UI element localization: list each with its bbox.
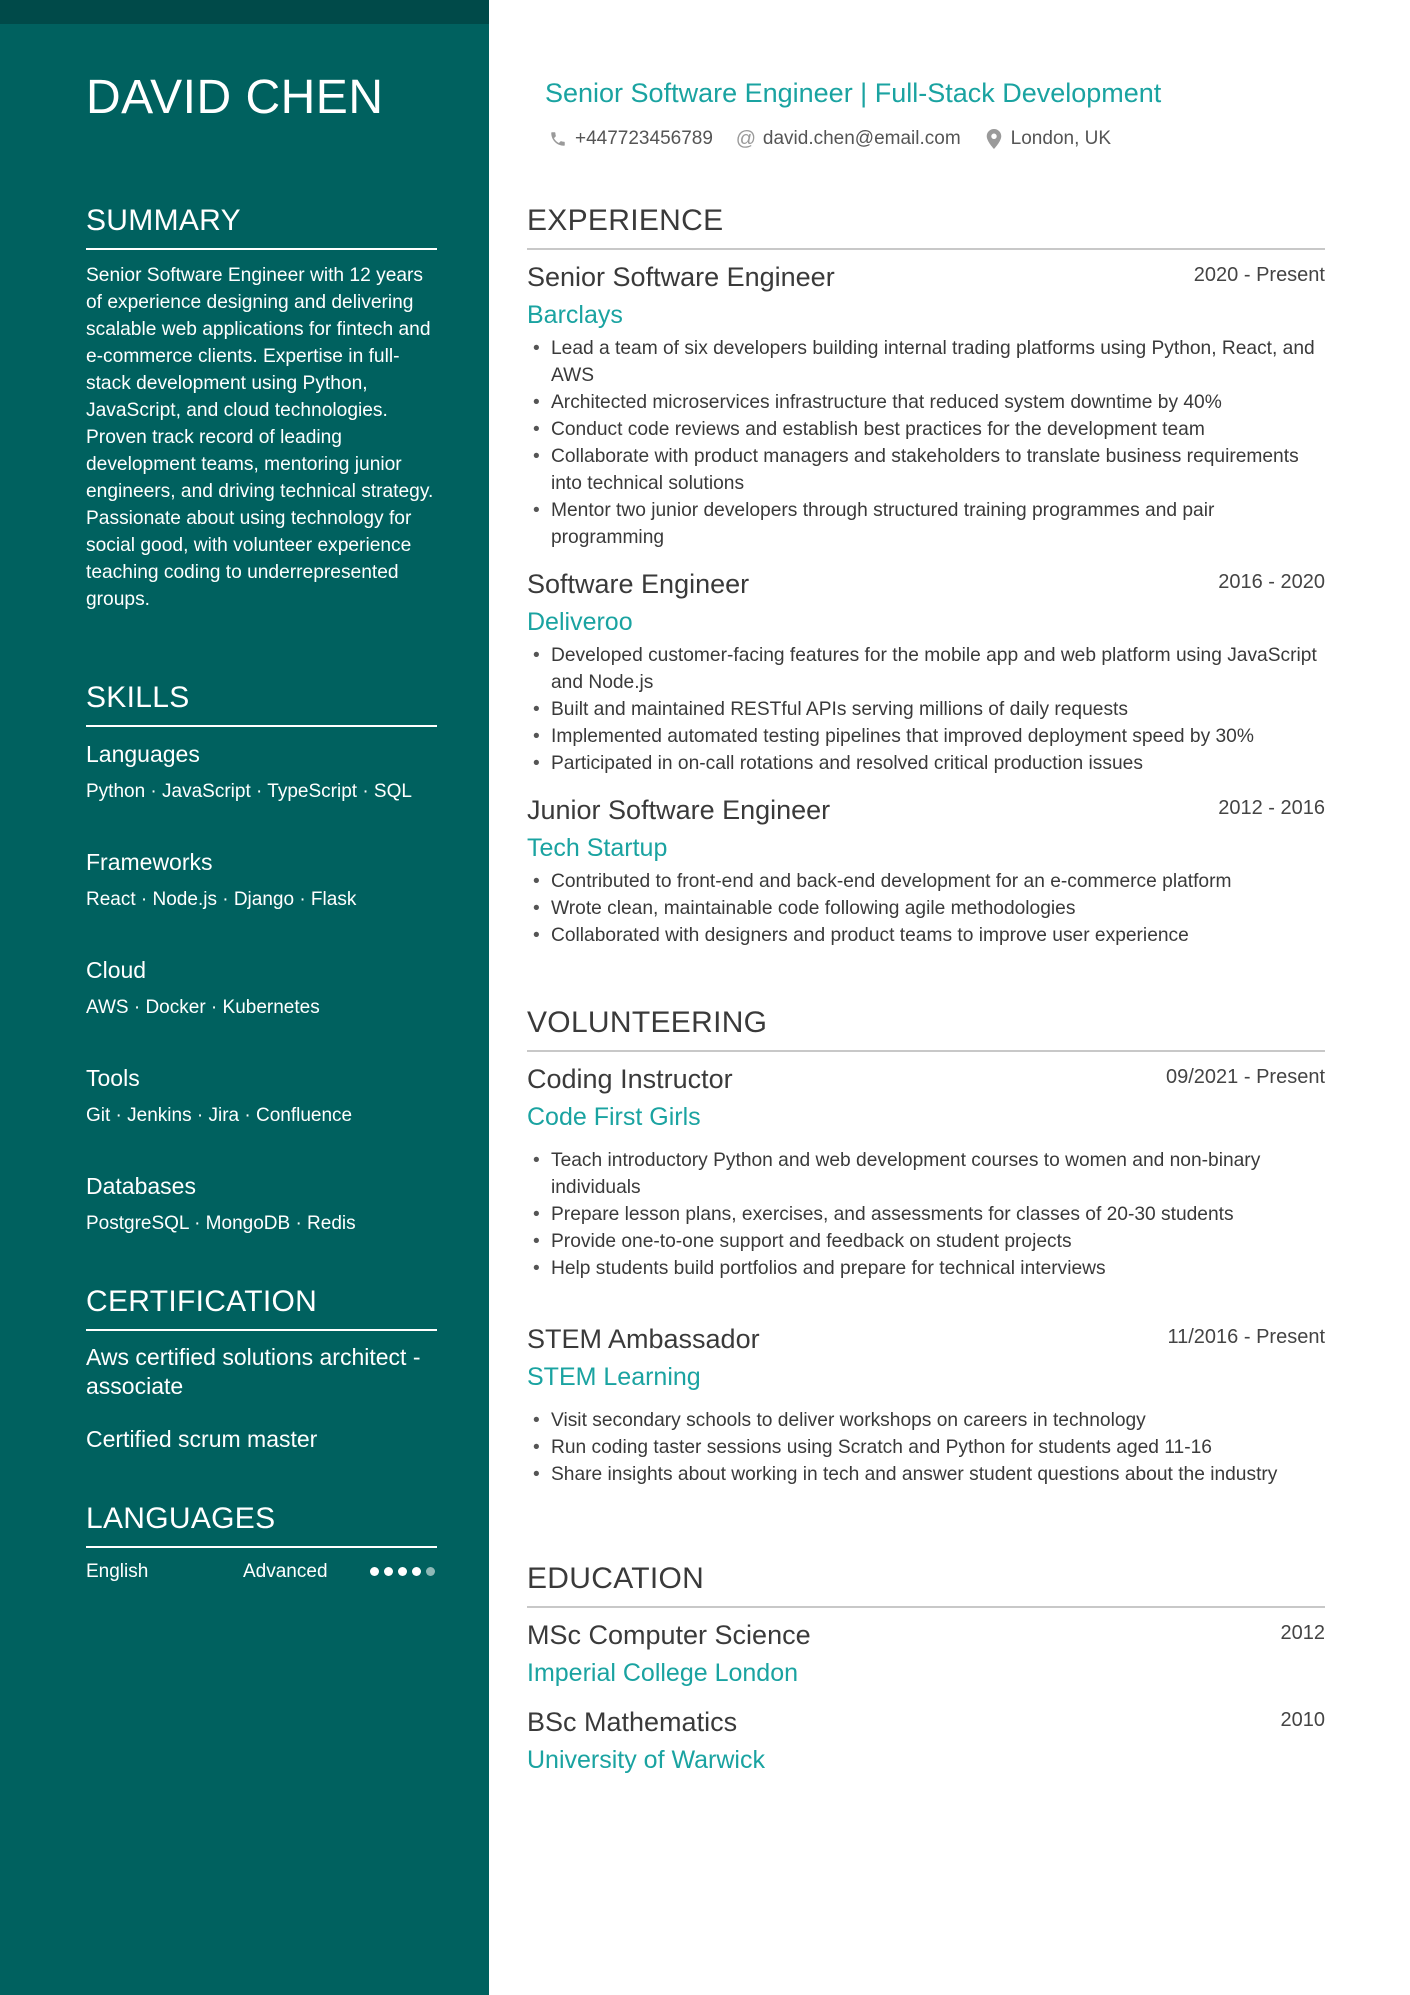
role-bullets	[527, 1407, 1325, 1488]
bullet-item: • Developed customer-facing features for the mobile app and web platform using JavaScript and Node.js	[527, 642, 1325, 696]
bullet-item: • Mentor two junior developers through structured training programmes and pair programming	[527, 497, 1325, 551]
location-pin-icon	[983, 128, 1005, 150]
skill-group-items: Python · JavaScript · TypeScript · SQL	[86, 781, 412, 802]
company-name: Barclays	[527, 301, 623, 329]
volunteering-section	[527, 1006, 1325, 1488]
bullet-item: • Conduct code reviews and establish best practices for the development team	[527, 416, 1325, 443]
languages-section	[86, 1502, 437, 1586]
skill-group-tools	[86, 1063, 437, 1129]
experience-entry	[527, 793, 1325, 949]
certification-section	[86, 1285, 437, 1454]
candidate-name: DAVID CHEN	[86, 71, 384, 124]
contact-email	[735, 128, 961, 150]
job-title: Software Engineer	[527, 569, 750, 599]
volunteering-heading: VOLUNTEERING	[527, 1006, 1325, 1052]
job-date: 2016 - 2020	[1218, 571, 1325, 593]
role-date: 11/2016 - Present	[1167, 1326, 1325, 1348]
language-level: Advanced	[243, 1561, 328, 1582]
bullet-item: • Share insights about working in tech and answer student questions about the industry	[527, 1461, 1325, 1488]
rating-dot-filled	[398, 1567, 407, 1576]
role-bullets	[527, 1147, 1325, 1282]
skill-group-items: PostgreSQL · MongoDB · Redis	[86, 1213, 356, 1234]
volunteering-entry	[527, 1062, 1325, 1282]
degree-title: MSc Computer Science	[527, 1620, 811, 1650]
skill-group-title: Frameworks	[86, 849, 213, 875]
skills-section	[86, 681, 437, 1237]
certification-heading: CERTIFICATION	[86, 1285, 437, 1331]
skill-group-items: React · Node.js · Django · Flask	[86, 889, 357, 910]
phone-icon	[547, 128, 569, 150]
contact-bar	[547, 128, 1133, 150]
skill-group-title: Languages	[86, 741, 200, 767]
organization-name: Code First Girls	[527, 1103, 701, 1131]
bullet-item: • Wrote clean, maintainable code following agile methodologies	[527, 895, 1325, 922]
sidebar-top-bar	[0, 0, 489, 24]
certification-item: Certified scrum master	[86, 1426, 318, 1452]
skills-heading: SKILLS	[86, 681, 437, 727]
bullet-item: • Built and maintained RESTful APIs serving millions of daily requests	[527, 696, 1325, 723]
bullet-item: • Teach introductory Python and web development courses to women and non-binary individuals	[527, 1147, 1325, 1201]
bullet-item: • Participated in on-call rotations and resolved critical production issues	[527, 750, 1325, 777]
summary-text: Senior Software Engineer with 12 years of experience designing and delivering scalable web applications for fintech and e-commerce clients. Expertise in full-stack development using Python, JavaScript, and cloud technologies. Proven track record of leading development teams, mentoring junior engineers, and driving technical strategy. Passionate about using technology for social good, with volunteer experience teaching coding to underrepresented groups.	[86, 265, 434, 610]
company-name: Deliveroo	[527, 608, 633, 636]
skill-group-items: Git · Jenkins · Jira · Confluence	[86, 1105, 353, 1126]
languages-heading: LANGUAGES	[86, 1502, 437, 1548]
job-date: 2012 - 2016	[1218, 797, 1325, 819]
skill-group-title: Tools	[86, 1065, 140, 1091]
bullet-item: • Collaborate with product managers and stakeholders to translate business requirements into technical solutions	[527, 443, 1325, 497]
bullet-item: • Collaborated with designers and product teams to improve user experience	[527, 922, 1325, 949]
job-date: 2020 - Present	[1193, 264, 1325, 286]
bullet-item: • Prepare lesson plans, exercises, and assessments for classes of 20-30 students	[527, 1201, 1325, 1228]
skill-group-title: Databases	[86, 1173, 196, 1199]
role-date: 09/2021 - Present	[1166, 1066, 1325, 1088]
skill-group-databases	[86, 1171, 437, 1237]
role-title: Coding Instructor	[527, 1064, 733, 1094]
bullet-item: • Lead a team of six developers building internal trading platforms using Python, React, and AWS	[527, 335, 1325, 389]
skill-group-languages	[86, 739, 437, 805]
bullet-item: • Provide one-to-one support and feedback on student projects	[527, 1228, 1325, 1255]
job-title: Senior Software Engineer	[527, 262, 835, 292]
job-bullets	[527, 335, 1325, 551]
degree-year: 2010	[1280, 1709, 1325, 1731]
bullet-item: • Contributed to front-end and back-end development for an e-commerce platform	[527, 868, 1325, 895]
job-bullets	[527, 642, 1325, 777]
skill-group-title: Cloud	[86, 957, 147, 983]
job-bullets	[527, 868, 1325, 949]
experience-entry	[527, 567, 1325, 777]
summary-section	[86, 204, 437, 613]
bullet-item: • Architected microservices infrastructure that reduced system downtime by 40%	[527, 389, 1325, 416]
degree-year: 2012	[1280, 1622, 1325, 1644]
email-text[interactable]: david.chen@email.com	[762, 128, 961, 149]
bullet-item: • Run coding taster sessions using Scratch and Python for students aged 11-16	[527, 1434, 1325, 1461]
summary-heading: SUMMARY	[86, 204, 437, 250]
experience-entry	[527, 260, 1325, 551]
rating-dot-filled	[370, 1567, 379, 1576]
education-heading: EDUCATION	[527, 1562, 1325, 1608]
headline: Senior Software Engineer | Full-Stack Development	[545, 78, 1162, 108]
job-title: Junior Software Engineer	[527, 795, 831, 825]
organization-name: STEM Learning	[527, 1363, 701, 1391]
volunteering-entry	[527, 1322, 1325, 1488]
bullet-item: • Implemented automated testing pipelines that improved deployment speed by 30%	[527, 723, 1325, 750]
rating-dot-empty	[426, 1567, 435, 1576]
institution-name: University of Warwick	[527, 1746, 765, 1774]
skill-group-frameworks	[86, 847, 437, 913]
education-entry	[527, 1705, 1325, 1776]
rating-dot-filled	[384, 1567, 393, 1576]
language-row	[86, 1558, 437, 1586]
bullet-item: • Help students build portfolios and prepare for technical interviews	[527, 1255, 1325, 1282]
certification-item: Aws certified solutions architect - associate	[86, 1344, 421, 1399]
role-title: STEM Ambassador	[527, 1324, 760, 1354]
contact-location	[983, 128, 1111, 150]
education-entry	[527, 1618, 1325, 1689]
contact-phone	[547, 128, 713, 150]
location-text: London, UK	[1010, 128, 1112, 149]
institution-name: Imperial College London	[527, 1659, 799, 1687]
experience-section	[527, 204, 1325, 949]
bullet-item: • Visit secondary schools to deliver workshops on careers in technology	[527, 1407, 1325, 1434]
company-name: Tech Startup	[527, 834, 668, 862]
degree-title: BSc Mathematics	[527, 1707, 738, 1737]
skill-group-items: AWS · Docker · Kubernetes	[86, 997, 320, 1018]
skill-group-cloud	[86, 955, 437, 1021]
rating-dot-filled	[412, 1567, 421, 1576]
education-section	[527, 1562, 1325, 1776]
at-sign-icon: @	[735, 127, 757, 150]
experience-heading: EXPERIENCE	[527, 204, 1325, 250]
phone-text[interactable]: +447723456789	[575, 128, 713, 149]
language-name: English	[86, 1561, 149, 1582]
sidebar	[0, 0, 489, 1995]
language-rating	[370, 1567, 435, 1576]
